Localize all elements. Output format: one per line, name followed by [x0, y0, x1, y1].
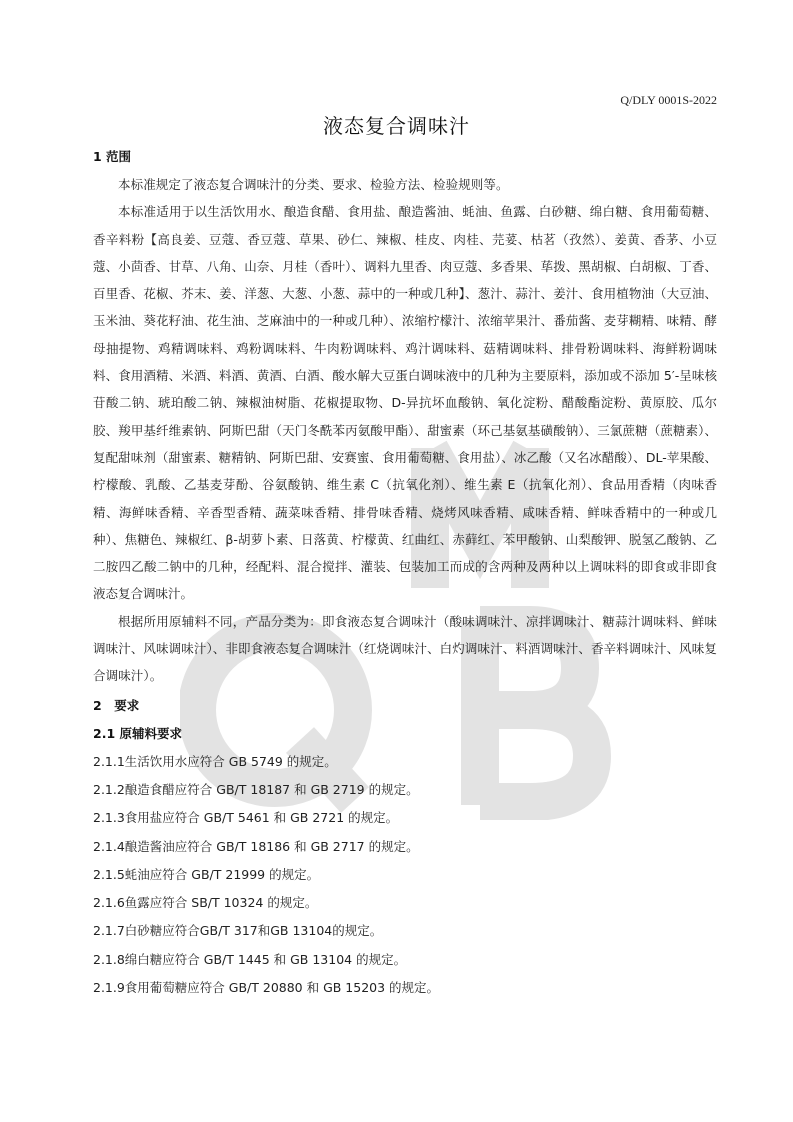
subsection-heading-raw-materials: 2.1 原辅料要求: [93, 725, 182, 741]
document-title: 液态复合调味汁: [323, 114, 470, 138]
requirement-item: 2.1.7白砂糖应符合GB/T 317和GB 13104的规定。: [93, 923, 383, 939]
requirement-item: 2.1.6鱼露应符合 SB/T 10324 的规定。: [93, 895, 318, 911]
requirement-item: 2.1.2酿造食醋应符合 GB/T 18187 和 GB 2719 的规定。: [93, 781, 419, 797]
requirement-item: 2.1.5蚝油应符合 GB/T 21999 的规定。: [93, 866, 320, 882]
requirement-item: 2.1.4酿造酱油应符合 GB/T 18186 和 GB 2717 的规定。: [93, 838, 419, 854]
requirement-item: 2.1.8绵白糖应符合 GB/T 1445 和 GB 13104 的规定。: [93, 951, 407, 967]
scope-paragraph-2: 本标准适用于以生活饮用水、酿造食醋、食用盐、酿造酱油、蚝油、鱼露、白砂糖、绵白糖、食用葡萄糖、香辛料粉【高良姜、豆蔻、香豆蔻、草果、砂仁、辣椒、桂皮、肉桂、芫荽、枯茗（孜然）、姜黄、香茅、小豆蔻、小茴香、甘草、八角、山奈、月桂（香叶）、调料九里香、肉豆蔻、多香果、荜拨、黑胡椒、白胡椒、丁香、百里香、花椒、芥末、姜、洋葱、大葱、小葱、蒜中的一种或几种】、葱汁、蒜汁、姜汁、食用植物油（大豆油、玉米油、葵花籽油、花生油、芝麻油中的一种或几种）、浓缩柠檬汁、浓缩苹果汁、番茄酱、麦芽糊精、味精、酵母抽提物、鸡精调味料、鸡粉调味料、牛肉粉调味料、鸡汁调味料、菇精调味料、排骨粉调味料、海鲜粉调味料、食用酒精、米酒、料酒、黄酒、白酒、酸水解大豆蛋白调味液中的几种为主要原料，添加或不添加 5′-呈味核苷酸二钠、琥珀酸二钠、辣椒油树脂、花椒提取物、D-异抗坏血酸钠、氧化淀粉、醋酸酯淀粉、黄原胶、瓜尔胶、羧甲基纤维素钠、阿斯巴甜（天门冬酰苯丙氨酸甲酯）、甜蜜素（环己基氨基磺酸钠）、三氯蔗糖（蔗糖素）、复配甜味剂（甜蜜素、糖精钠、阿斯巴甜、安赛蜜、食用葡萄糖、食用盐）、冰乙酸（又名冰醋酸）、DL-苹果酸、柠檬酸、乳酸、乙基麦芽酚、谷氨酸钠、维生素 C（抗氧化剂）、维生素 E（抗氧化剂）、食品用香精（肉味香精、海鲜味香精、辛香型香精、蔬菜味香精、排骨味香精、烧烤风味香精、咸味香精、鲜味香精中的一种或几种）、焦糖色、辣椒红、β-胡萝卜素、日落黄、柠檬黄、红曲红、赤藓红、苯甲酸钠、山梨酸钾、脱氢乙酸钠、乙二胺四乙酸二钠中的几种，经配料、混合搅拌、灌装、包装加工而成的含两种及两种以上调味料的即食或非即食液态复合调味汁。: [93, 204, 717, 602]
requirement-item: 2.1.3食用盐应符合 GB/T 5461 和 GB 2721 的规定。: [93, 810, 399, 826]
scope-paragraph-1: 本标准规定了液态复合调味汁的分类、要求、检验方法、检验规则等。: [118, 177, 509, 192]
requirement-item: 2.1.9食用葡萄糖应符合 GB/T 20880 和 GB 15203 的规定。: [93, 980, 440, 996]
requirement-item: 2.1.1生活饮用水应符合 GB 5749 的规定。: [93, 753, 337, 769]
section-heading-scope: 1 范围: [93, 149, 132, 164]
scope-paragraph-3: 根据所用原辅料不同，产品分类为：即食液态复合调味汁（酸味调味汁、凉拌调味汁、糖蒜汁调味料、鲜味调味汁、风味调味汁）、非即食液态复合调味汁（红烧调味汁、白灼调味汁、料酒调味汁、香辛料调味汁、风味复合调味汁）。: [93, 613, 717, 684]
section-heading-requirements: 2 要求: [93, 697, 140, 713]
document-body: [93, 143, 717, 1002]
document-code: Q/DLY 0001S-2022: [620, 93, 717, 107]
